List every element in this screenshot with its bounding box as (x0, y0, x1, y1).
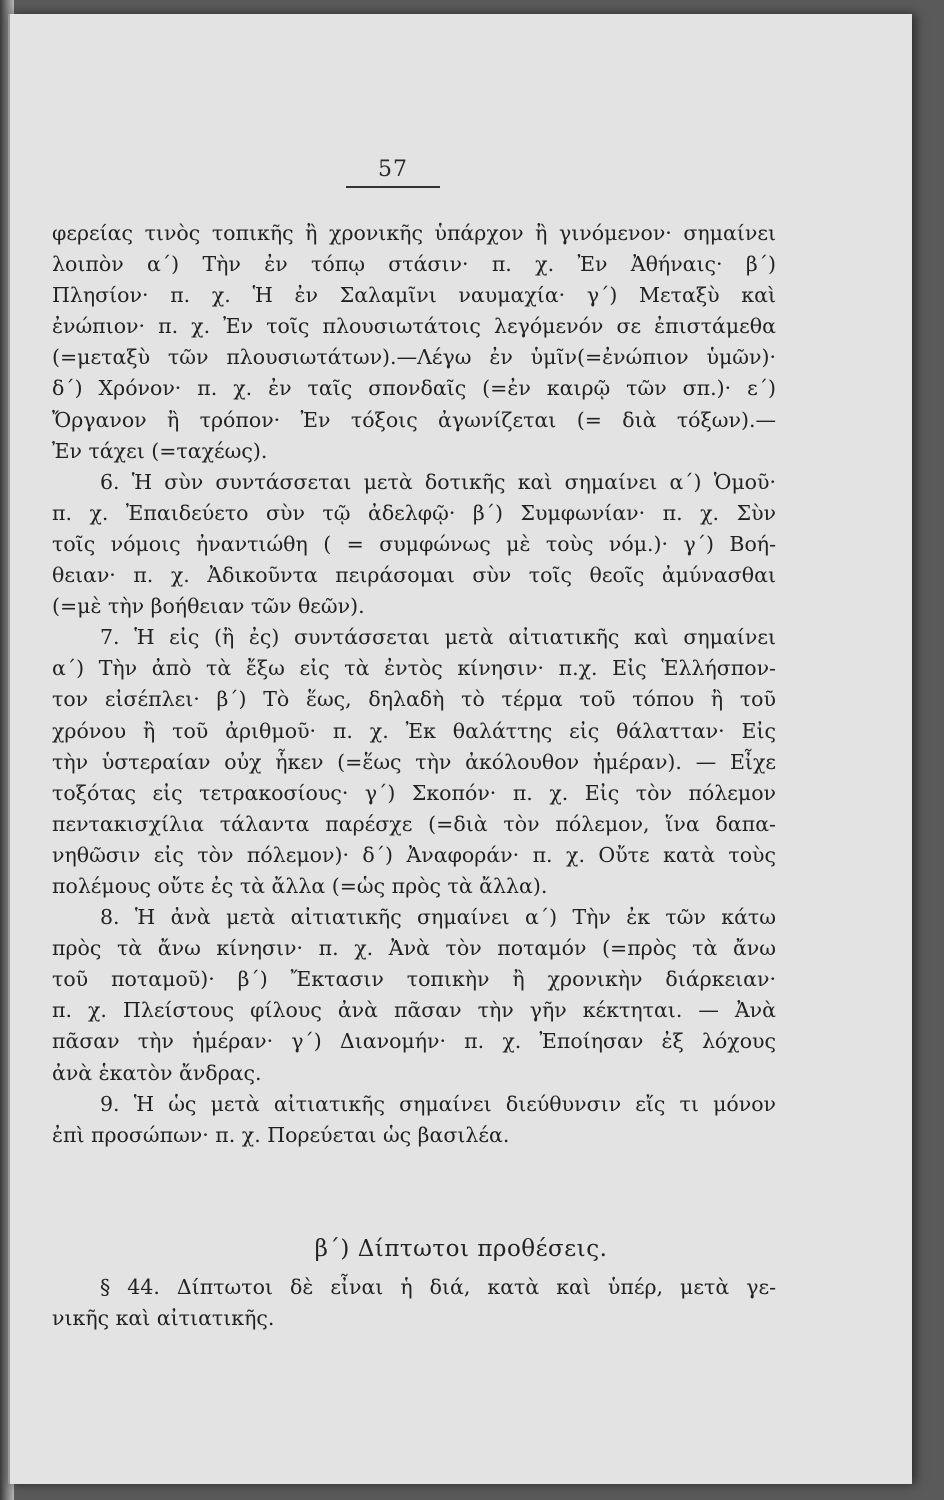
page-number-rule (346, 186, 440, 188)
paragraph-8-start: 8. Ἡ ἀνὰ μετὰ αἰτιατικῆς σημαίνει α΄) Τὴν ἐκ τῶν κάτω (100, 905, 776, 930)
text-line: νηθῶσιν εἰς τὸν πόλεμον)· δ΄) Ἀναφοράν· π. χ. Οὔτε κατὰ τοὺς (52, 842, 776, 867)
text-line: τοῖς νόμοις ἠναντιώθη ( = συμφώνως μὲ τοὺς νόμ.)· γ΄) Βοή- (52, 531, 776, 556)
text-line: πολέμους οὔτε ἐς τὰ ἄλλα (=ὡς πρὸς τὰ ἄλλα). (52, 873, 548, 898)
text-line: πᾶσαν τὴν ἡμέραν· γ΄) Διανομήν· π. χ. Ἐποίησαν ἐξ λόχους (52, 1029, 776, 1054)
paragraph-6-start: 6. Ἡ σὺν συντάσσεται μετὰ δοτικῆς καὶ σημαίνει α΄) Ὁμοῦ· (100, 469, 776, 494)
book-page (8, 14, 912, 1484)
text-line: δ΄) Χρόνον· π. χ. ἐν ταῖς σπονδαῖς (=ἐν καιρῷ τῶν σπ.)· ε΄) (52, 376, 776, 401)
text-line: τοῦ ποταμοῦ)· β΄) Ἔκτασιν τοπικὴν ἢ χρονικὴν διάρκειαν· (52, 967, 776, 992)
text-line: χρόνου ἢ τοῦ ἀριθμοῦ· π. χ. Ἐκ θαλάττης εἰς θάλατταν· Εἰς (52, 718, 776, 743)
text-line: α΄) Τὴν ἀπὸ τὰ ἔξω εἰς τὰ ἐντὸς κίνησιν· π.χ. Εἰς Ἑλλήσπον- (52, 656, 776, 681)
body-text (52, 218, 776, 1151)
text-line: πεντακισχίλια τάλαντα παρέσχε (=διὰ τὸν πόλεμον, ἵνα δαπα- (52, 811, 776, 836)
text-line: π. χ. Ἐπαιδεύετο σὺν τῷ ἀδελφῷ· β΄) Συμφωνίαν· π. χ. Σὺν (52, 500, 776, 525)
section-heading: β΄) Δίπτωτοι προθέσεις. (314, 1236, 608, 1262)
paragraph-44 (52, 1272, 776, 1334)
text-line: (=μεταξὺ τῶν πλουσιωτάτων).—Λέγω ἐν ὑμῖν(=ἐνώπιον ὑμῶν)· (52, 345, 776, 370)
text-line: θειαν· π. χ. Ἀδικοῦντα πειράσομαι σὺν τοῖς θεοῖς ἀμύνασθαι (52, 563, 776, 588)
text-line: ἀνὰ ἑκατὸν ἄνδρας. (52, 1060, 262, 1085)
text-line: πρὸς τὰ ἄνω κίνησιν· π. χ. Ἀνὰ τὸν ποταμόν (=πρὸς τὰ ἄνω (52, 936, 776, 961)
text-line: Πλησίον· π. χ. Ἡ ἐν Σαλαμῖνι ναυμαχία· γ΄) Μεταξὺ καὶ (52, 283, 776, 308)
page-number: 57 (378, 157, 408, 182)
page-header (346, 157, 440, 188)
text-line: Ἐν τάχει (=ταχέως). (52, 438, 268, 463)
text-line: φερείας τινὸς τοπικῆς ἢ χρονικῆς ὑπάρχον ἢ γινόμενον· σημαίνει (52, 221, 776, 245)
text-line: Ὄργανον ἢ τρόπον· Ἐν τόξοις ἀγωνίζεται (= διὰ τόξων).— (52, 407, 776, 432)
text-line: τοξότας εἰς τετρακοσίους· γ΄) Σκοπόν· π. χ. Εἰς τὸν πόλεμον (52, 780, 776, 805)
text-line: (=μὲ τὴν βοήθειαν τῶν θεῶν). (52, 594, 365, 619)
text-line: τὴν ὑστεραίαν οὐχ ἧκεν (=ἕως τὴν ἀκόλουθον ἡμέραν). — Εἶχε (52, 749, 776, 774)
text-line: ἐνώπιον· π. χ. Ἐν τοῖς πλουσιωτάτοις λεγόμενόν σε ἐπιστάμεθα (52, 314, 776, 339)
text-line: ἐπὶ προσώπων· π. χ. Πορεύεται ὡς βασιλέα. (52, 1122, 510, 1147)
text-line: τον εἰσέπλει· β΄) Τὸ ἕως, δηλαδὴ τὸ τέρμα τοῦ τόπου ἢ τοῦ (52, 687, 776, 712)
text-line: νικῆς καὶ αἰτιατικῆς. (52, 1306, 275, 1331)
paragraph-44-start: § 44. Δίπτωτοι δὲ εἶναι ἡ διά, κατὰ καὶ ὑπέρ, μετὰ γε- (100, 1275, 776, 1299)
text-line: π. χ. Πλείστους φίλους ἀνὰ πᾶσαν τὴν γῆν κέκτηται. — Ἀνὰ (52, 998, 776, 1023)
paragraph-7-start: 7. Ἡ εἰς (ἢ ἐς) συντάσσεται μετὰ αἰτιατικῆς καὶ σημαίνει (100, 625, 776, 650)
paragraph-9-start: 9. Ἡ ὡς μετὰ αἰτιατικῆς σημαίνει διεύθυνσιν εἴς τι μόνον (100, 1091, 776, 1116)
text-line: λοιπὸν α΄) Τὴν ἐν τόπῳ στάσιν· π. χ. Ἐν Ἀθήναις· β΄) (52, 252, 776, 277)
